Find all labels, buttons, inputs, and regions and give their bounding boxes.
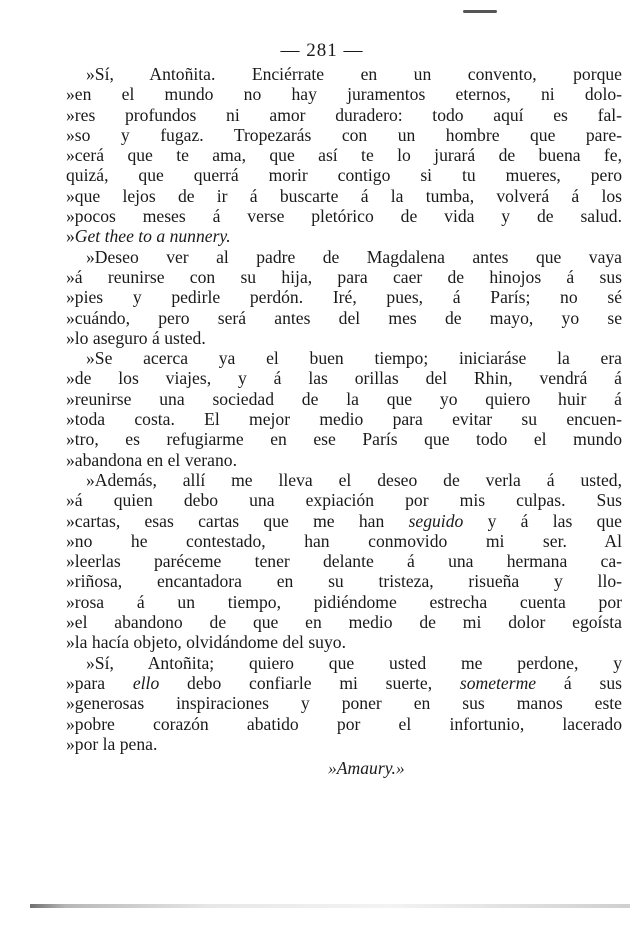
text-segment: »abandona en el verano. — [66, 449, 237, 470]
text-line — [66, 551, 622, 571]
text-segment: »res profundos ni amor duradero: todo aquí es fal- — [66, 104, 622, 125]
text-line — [66, 206, 622, 226]
text-line — [66, 450, 622, 470]
text-segment: »reunirse una sociedad de la que yo quiero huir á — [66, 388, 622, 409]
text-segment: »Sí, Antoñita; quiero que usted me perdone, y — [86, 652, 622, 673]
text-segment: »Se acerca ya el buen tiempo; iniciaráse la era — [86, 348, 622, 369]
text-line — [66, 714, 622, 734]
text-segment: »rosa á un tiempo, pidiéndome estrecha cuenta por — [66, 591, 622, 612]
text-segment: »Deseo ver al padre de Magdalena antes que vaya — [86, 246, 622, 267]
text-segment: »á reunirse con su hija, para caer de hinojos á sus — [66, 266, 622, 287]
text-segment: » — [66, 226, 75, 247]
text-line — [66, 490, 622, 510]
text-line — [66, 612, 622, 632]
text-line — [66, 64, 622, 84]
text-line — [66, 287, 622, 307]
text-line — [66, 165, 622, 185]
signature: »Amaury.» — [328, 758, 405, 779]
text-line — [66, 531, 622, 551]
text-segment: »cartas, esas cartas que me han — [66, 510, 409, 531]
text-segment: »leerlas paréceme tener delante á una hermana ca- — [66, 551, 622, 572]
italic-text: someterme — [459, 672, 537, 693]
scan-edge-mark — [30, 904, 630, 908]
text-segment: »Además, allí me lleva el deseo de verla á usted, — [86, 469, 622, 490]
text-line — [66, 734, 622, 754]
text-line — [66, 267, 622, 287]
italic-text: Get thee to a nunnery. — [74, 226, 231, 247]
text-segment: »cerá que te ama, que así te lo jurará de buena fe, — [66, 145, 622, 166]
text-line — [66, 328, 622, 348]
text-segment: »para — [66, 672, 133, 693]
text-line — [66, 105, 622, 125]
text-line — [66, 145, 622, 165]
text-segment: »pobre corazón abatido por el infortunio, lacerado — [66, 713, 622, 734]
text-segment: »toda costa. El mejor medio para evitar su encuen- — [66, 409, 622, 430]
italic-text: seguido — [408, 510, 464, 531]
italic-text: ello — [132, 672, 160, 693]
text-line — [66, 571, 622, 591]
text-segment: »pocos meses á verse pletórico de vida y de salud. — [66, 206, 622, 227]
scan-smudge — [463, 10, 497, 13]
text-line — [66, 368, 622, 388]
text-line — [66, 653, 622, 673]
text-line — [66, 429, 622, 449]
text-segment: »la hacía objeto, olvidándome del suyo. — [66, 632, 346, 653]
text-segment: »tro, es refugiarme en ese París que todo el mundo — [66, 429, 622, 450]
text-line — [66, 632, 622, 652]
text-segment: »generosas inspiraciones y poner en sus manos este — [66, 693, 622, 714]
text-segment: »lo aseguro á usted. — [66, 327, 206, 348]
text-line — [66, 186, 622, 206]
text-segment: »á quien debo una expiación por mis culpas. Sus — [66, 490, 622, 511]
text-segment: »de los viajes, y á las orillas del Rhin, vendrá á — [66, 368, 622, 389]
text-line — [66, 308, 622, 328]
text-segment: »so y fugaz. Tropezarás con un hombre que pare- — [66, 124, 622, 145]
text-line — [66, 409, 622, 429]
text-line — [66, 389, 622, 409]
text-segment: á sus — [536, 672, 622, 693]
text-line — [66, 511, 622, 531]
text-line — [66, 693, 622, 713]
body-text — [66, 64, 622, 778]
text-line — [66, 84, 622, 104]
text-line — [66, 226, 622, 246]
text-segment: quizá, que querrá morir contigo si tu mueres, pero — [66, 165, 622, 186]
text-segment: »el abandono de que en medio de mi dolor egoísta — [66, 612, 622, 633]
text-segment: debo confiarle mi suerte, — [159, 672, 460, 693]
text-line — [66, 673, 622, 693]
text-segment: »riñosa, encantadora en su tristeza, risueña y llo- — [66, 571, 622, 592]
text-segment: »Sí, Antoñita. Enciérrate en un convento, porque — [86, 64, 622, 84]
text-segment: y á las que — [463, 510, 622, 531]
page-number: — 281 — — [280, 40, 364, 61]
text-segment: »no he contestado, han conmovido mi ser. Al — [66, 530, 622, 551]
text-segment: »que lejos de ir á buscarte á la tumba, volverá á los — [66, 185, 622, 206]
text-line — [66, 348, 622, 368]
text-line — [66, 247, 622, 267]
text-segment: »cuándo, pero será antes del mes de mayo, yo se — [66, 307, 622, 328]
text-line — [66, 125, 622, 145]
text-segment: »pies y pedirle perdón. Iré, pues, á París; no sé — [66, 287, 622, 308]
text-segment: »en el mundo no hay juramentos eternos, ni dolo- — [66, 84, 622, 105]
text-line — [66, 470, 622, 490]
text-line — [66, 592, 622, 612]
text-segment: »por la pena. — [66, 733, 158, 754]
